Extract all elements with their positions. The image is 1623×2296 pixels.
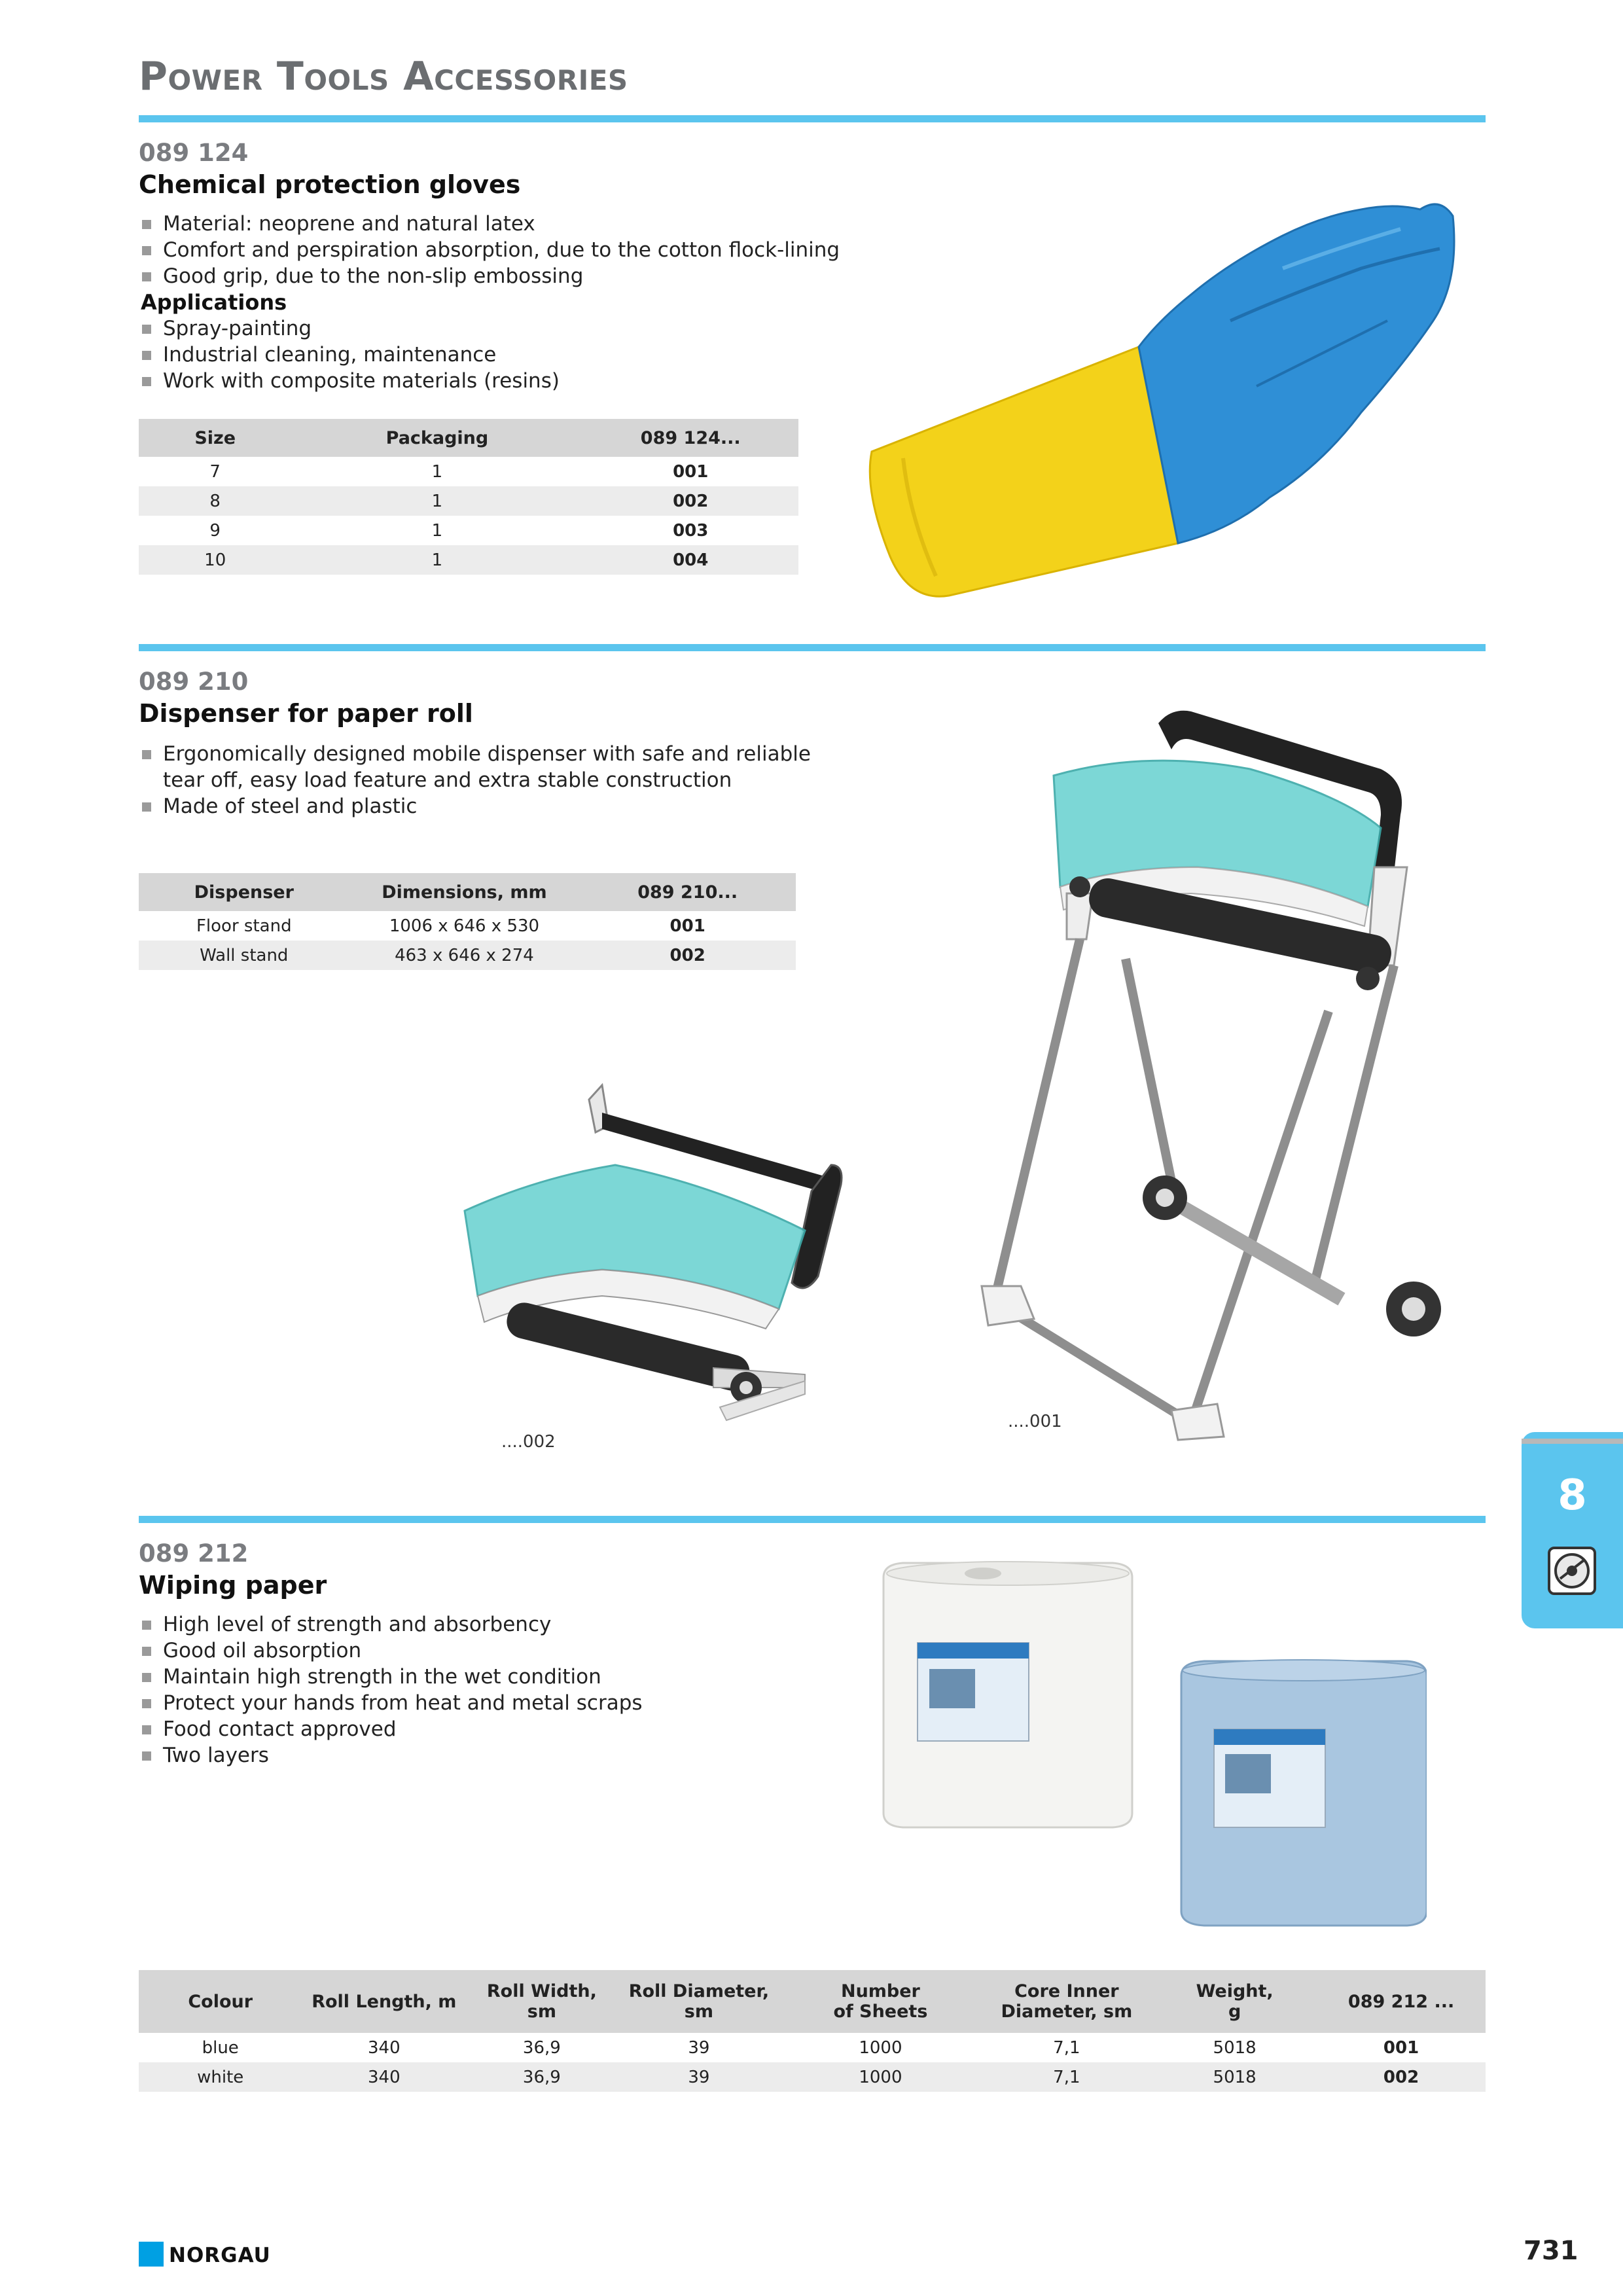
feature-item: Made of steel and plastic bbox=[141, 793, 834, 819]
table-row bbox=[139, 486, 798, 516]
table-header: Dimensions, mm bbox=[349, 873, 580, 911]
wiping-code: 089 212 bbox=[139, 1539, 249, 1568]
feature-item: Comfort and perspiration absorption, due to the cotton flock-lining bbox=[141, 237, 861, 263]
table-cell: 463 x 646 x 274 bbox=[349, 941, 580, 970]
header-line: sm bbox=[684, 2001, 713, 2022]
header-line: Roll Diameter, bbox=[628, 1981, 770, 2001]
header-line: sm bbox=[527, 2001, 556, 2022]
table-header bbox=[617, 1970, 780, 2033]
gloves-table bbox=[139, 419, 798, 575]
table-cell: 004 bbox=[582, 545, 798, 575]
feature-item: Protect your hands from heat and metal scraps bbox=[141, 1690, 795, 1716]
table-header bbox=[466, 1970, 617, 2033]
chapter-tab-divider bbox=[1522, 1439, 1623, 1444]
table-header bbox=[302, 1970, 466, 2033]
chapter-tab[interactable] bbox=[1522, 1432, 1623, 1628]
feature-item: Good grip, due to the non-slip embossing bbox=[141, 263, 861, 289]
table-row bbox=[139, 516, 798, 545]
page-title-text: Power Tools Accessories bbox=[139, 54, 628, 99]
feature-item: Good oil absorption bbox=[141, 1638, 795, 1664]
table-cell: 002 bbox=[582, 486, 798, 516]
table-header: 089 124... bbox=[582, 419, 798, 457]
header-line: 089 212 ... bbox=[1347, 1991, 1455, 2012]
chapter-number: 8 bbox=[1558, 1471, 1587, 1520]
table-cell: 36,9 bbox=[466, 2062, 617, 2092]
table-header: 089 210... bbox=[579, 873, 796, 911]
page-title bbox=[139, 54, 628, 99]
table-cell: 002 bbox=[1317, 2062, 1486, 2092]
wiping-table bbox=[139, 1970, 1486, 2092]
dispenser-code: 089 210 bbox=[139, 668, 249, 696]
table-cell: 7 bbox=[209, 461, 221, 482]
table-row bbox=[139, 2033, 1486, 2062]
wall-stand-caption: ....002 bbox=[501, 1432, 556, 1452]
table-row bbox=[139, 941, 796, 970]
cutting-disc-icon bbox=[1547, 1546, 1597, 1596]
table-cell: Wall stand bbox=[139, 941, 349, 970]
table-cell: 1000 bbox=[859, 2037, 902, 2058]
table-cell: 8 bbox=[139, 486, 291, 516]
table-cell: 39 bbox=[617, 2062, 780, 2092]
table-cell: 340 bbox=[302, 2062, 466, 2092]
applications-heading: Applications bbox=[141, 290, 287, 315]
table-header bbox=[981, 1970, 1153, 2033]
floor-stand-caption: ....001 bbox=[1008, 1412, 1062, 1431]
table-cell: 1 bbox=[431, 461, 443, 482]
header-line: of Sheets bbox=[833, 2001, 928, 2022]
table-cell: 003 bbox=[673, 520, 709, 541]
table-cell: 001 bbox=[1383, 2037, 1419, 2058]
page-number: 731 bbox=[1524, 2236, 1578, 2266]
table-header bbox=[1317, 1970, 1486, 2033]
feature-item: Two layers bbox=[141, 1742, 795, 1768]
feature-item: Ergonomically designed mobile dispenser with safe and reliable tear off, easy load feature and extra stable construction bbox=[141, 741, 834, 793]
glove-image bbox=[864, 190, 1479, 609]
application-item: Industrial cleaning, maintenance bbox=[141, 342, 861, 368]
header-line: Core Inner bbox=[1014, 1981, 1119, 2001]
table-cell: 7,1 bbox=[981, 2062, 1153, 2092]
table-cell: 002 bbox=[579, 941, 796, 970]
header-line: Diameter, sm bbox=[1001, 2001, 1133, 2022]
header-line: Number bbox=[840, 1981, 920, 2001]
table-row bbox=[139, 2062, 1486, 2092]
application-item: Spray-painting bbox=[141, 315, 861, 342]
table-header: Dispenser bbox=[139, 873, 349, 911]
header-line: Roll Length, m bbox=[312, 1991, 457, 2012]
table-cell: 10 bbox=[139, 545, 291, 575]
feature-item: Food contact approved bbox=[141, 1716, 795, 1742]
table-cell: 1000 bbox=[780, 2062, 980, 2092]
table-cell: 9 bbox=[209, 520, 221, 541]
table-cell: 1 bbox=[291, 486, 582, 516]
application-item: Work with composite materials (resins) bbox=[141, 368, 861, 394]
table-cell: Floor stand bbox=[196, 916, 292, 936]
dispenser-table bbox=[139, 873, 796, 970]
brand-name: NORGAU bbox=[169, 2244, 271, 2267]
table-header bbox=[1152, 1970, 1317, 2033]
table-cell: 1 bbox=[431, 520, 443, 541]
table-cell: 001 bbox=[673, 461, 709, 482]
header-line: Weight, bbox=[1196, 1981, 1274, 2001]
dispenser-features bbox=[141, 741, 834, 819]
table-header: Size bbox=[139, 419, 291, 457]
table-header bbox=[780, 1970, 980, 2033]
header-rule bbox=[139, 115, 1486, 122]
wiping-title: Wiping paper bbox=[139, 1571, 327, 1600]
table-row bbox=[139, 545, 798, 575]
table-header bbox=[139, 1970, 302, 2033]
table-cell: 5018 bbox=[1213, 2037, 1257, 2058]
table-row bbox=[139, 457, 798, 486]
table-header: Packaging bbox=[291, 419, 582, 457]
header-line: Roll Width, bbox=[486, 1981, 597, 2001]
brand-logo-square bbox=[139, 2242, 164, 2267]
wall-dispenser-image bbox=[438, 1080, 857, 1433]
table-cell: 5018 bbox=[1152, 2062, 1317, 2092]
wiping-features bbox=[141, 1611, 795, 1768]
table-cell: 39 bbox=[688, 2037, 710, 2058]
section-rule bbox=[139, 644, 1486, 651]
gloves-title: Chemical protection gloves bbox=[139, 170, 521, 199]
table-cell: 1006 x 646 x 530 bbox=[389, 916, 540, 936]
gloves-features bbox=[141, 211, 861, 394]
table-cell: 001 bbox=[669, 916, 705, 936]
feature-item: Maintain high strength in the wet condition bbox=[141, 1664, 795, 1690]
table-cell: white bbox=[139, 2062, 302, 2092]
paper-rolls-image bbox=[877, 1558, 1427, 1937]
table-cell: 7,1 bbox=[1053, 2037, 1080, 2058]
table-cell: blue bbox=[202, 2037, 239, 2058]
table-cell: 1 bbox=[291, 545, 582, 575]
dispenser-title: Dispenser for paper roll bbox=[139, 699, 473, 728]
table-row bbox=[139, 911, 796, 941]
table-cell: 36,9 bbox=[522, 2037, 561, 2058]
feature-item: High level of strength and absorbency bbox=[141, 1611, 795, 1638]
gloves-code: 089 124 bbox=[139, 139, 249, 167]
table-cell: 340 bbox=[368, 2037, 401, 2058]
header-line: g bbox=[1228, 2001, 1241, 2022]
header-line: Colour bbox=[188, 1991, 253, 2012]
floor-dispenser-image bbox=[975, 704, 1459, 1466]
section-rule bbox=[139, 1516, 1486, 1523]
feature-item: Material: neoprene and natural latex bbox=[141, 211, 861, 237]
